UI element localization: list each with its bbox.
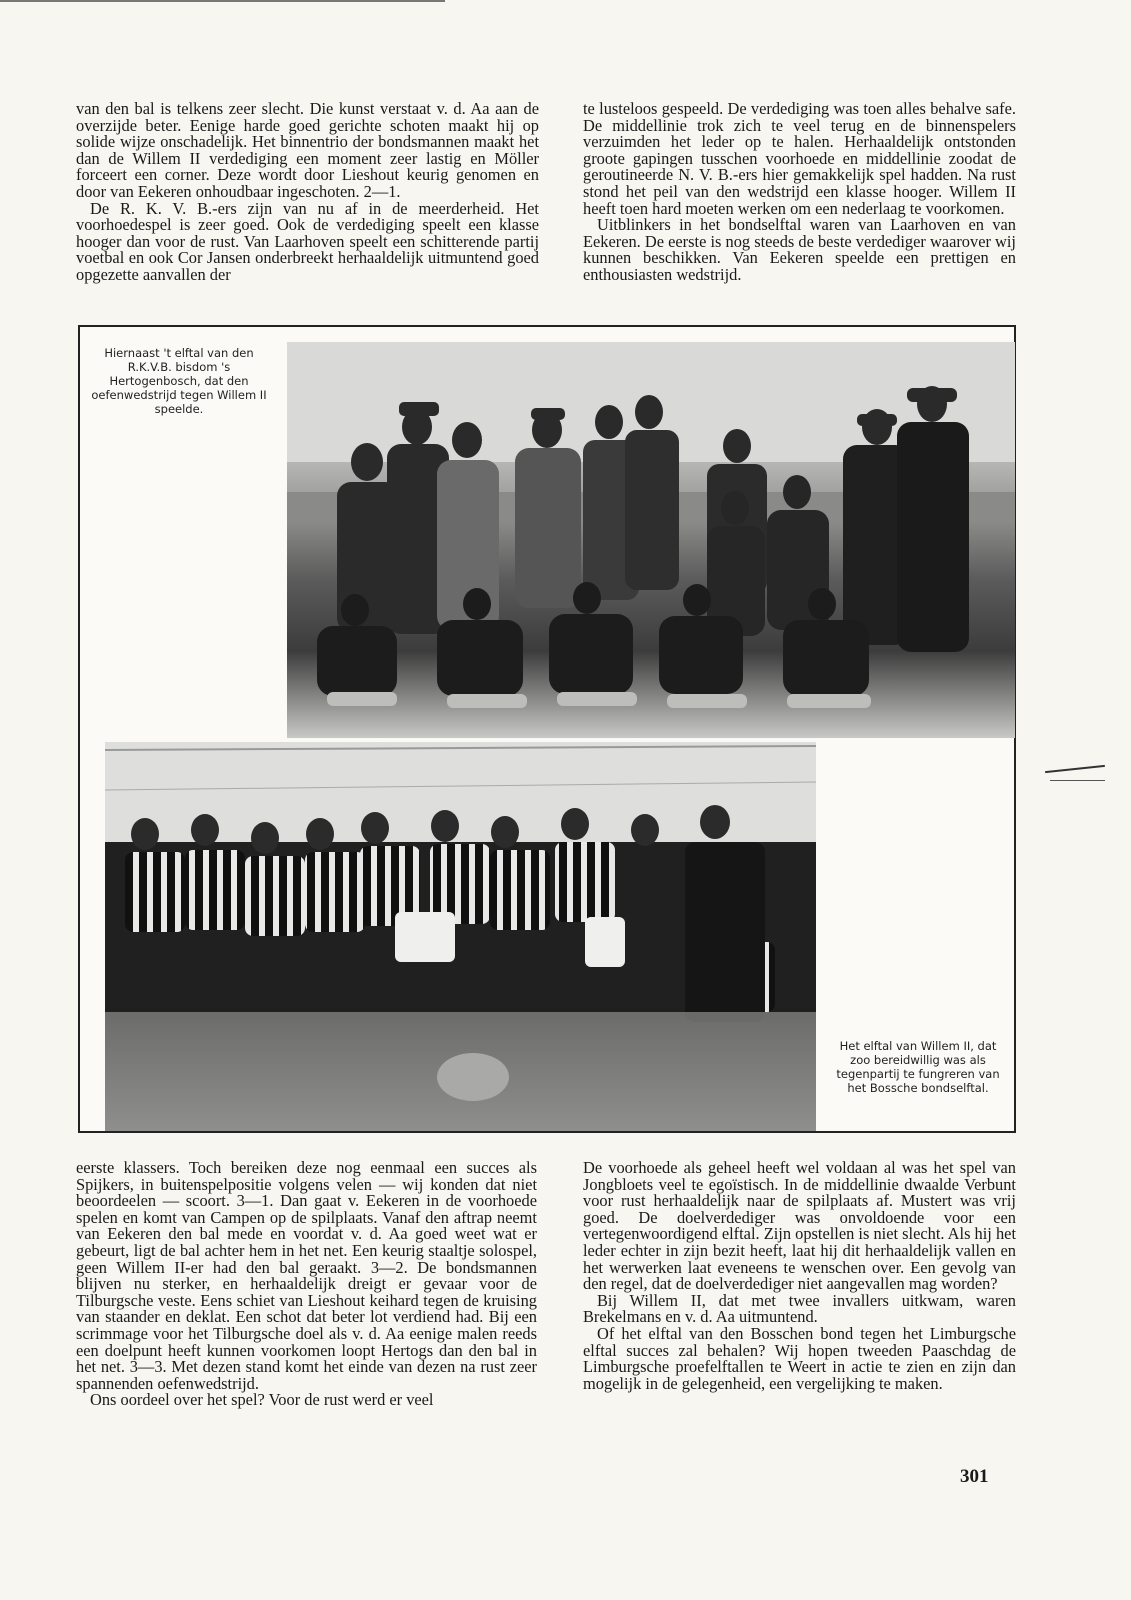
margin-mark: [1045, 765, 1105, 773]
paragraph: De voorhoede als geheel heeft wel voldaan al was het spel van Jongbloets veel te egoïstisch. In de middellinie dwaalde Verbunt voor rust herhaaldelijk naar de spilplaats af. Mustert was vrij goed. De doelverdediger was onvoldoende voor een vertegenwoordigend elftal. Zijn opstellen is niet slecht. Als hij het leder echter in zijn bezit heeft, laat hij dit herhaaldelijk vallen en het werwerken laat eveneens te wenschen over. Een gevolg van den regel, dat de doelverdediger niet aangevallen mag worden?: [583, 1158, 1016, 1294]
team-photo-rkvb: [287, 342, 1015, 738]
caption-bottom: Het elftal van Willem II, dat zoo bereidwillig was als tegenpartij te fungreren van het Bossche bondselftal.: [836, 1039, 1000, 1095]
team-photo-rkvb-figures: [287, 342, 1015, 738]
team-photo-willem-ii: [105, 742, 816, 1131]
paragraph: Uitblinkers in het bondselftal waren van Laarhoven en van Eekeren. De eerste is nog steeds de beste verdediger waarover wij kunnen beschikken. Van Eekeren speelde een prettigen en enthousiasten wedstrijd.: [583, 215, 1016, 284]
paragraph: van den bal is telkens zeer slecht. Die kunst verstaat v. d. Aa aan de overzijde beter. Eenige harde goed gerichte schoten maakt hij op solide wijze onschadelijk. Het binnentrio der bondsmannen maakt het dan de Willem II verdediging een moment zeer lastig en Möller forceert een corner. Deze wordt door Lieshout keurig genomen en door van Eekeren onhoudbaar ingeschoten. 2—1.: [76, 99, 539, 201]
caption-top: Hiernaast 't elftal van den R.K.V.B. bisdom 's Hertogenbosch, dat den oefenwedstrijd tegen Willem II speelde.: [91, 346, 267, 416]
column-bottom-right: [583, 1160, 1016, 1392]
margin-mark: [1050, 780, 1105, 781]
paragraph: Bij Willem II, dat met twee invallers uitkwam, waren Brekelmans en v. d. Aa uitmuntend.: [583, 1290, 1016, 1327]
column-bottom-left: [76, 1160, 537, 1409]
paragraph: Of het elftal van den Bosschen bond tegen het Limburgsche elftal succes zal behalen? Wij hopen tweeden Paaschdag de Limburgsche proefelftallen te Weert in actie te zien en zijn dan mogelijk in de gelegenheid, een vergelijking te maken.: [583, 1323, 1016, 1393]
column-top-left: [76, 101, 539, 284]
page-number: 301: [960, 1466, 989, 1487]
top-rule: [0, 0, 445, 2]
paragraph: eerste klassers. Toch bereiken deze nog eenmaal een succes als Spijkers, in buitenspelpositie volgens velen — wij konden dat niet beoordeelen — scoort. 3—1. Dan gaat v. Eekeren in de voorhoede spelen en komt van Campen op de spilplaats. Vanaf den aftrap neemt van Eekeren den bal mede en voordat v. d. Aa goed weet wat er gebeurt, ligt de bal achter hem in het net. Een keurig staaltje solospel, geen Willem II-er had den bal geraakt. 3—2. De bondsmannen blijven nu sterker, en herhaaldelijk dreigt er gevaar voor de Tilburgsche veste. Eens schiet van Lieshout keihard tegen de kruising van staander en deklat. Een schot dat beter lot verdiend had. Bij een scrimmage voor het Tilburgsche doel als v. d. Aa eenige malen reeds een doelpunt heeft kunnen voorkomen loopt Hertogs dan den bal in het net. 3—3. Met dezen stand komt het einde van dezen na rust zeer spannenden oefenwedstrijd.: [76, 1158, 537, 1393]
paragraph: Ons oordeel over het spel? Voor de rust werd er veel: [90, 1390, 434, 1410]
team-photo-willem-ii-figures: [105, 742, 816, 1131]
column-top-right: [583, 101, 1016, 284]
paragraph: De R. K. V. B.-ers zijn van nu af in de meerderheid. Het voorhoedespel is zeer goed. Ook de verdediging speelt een klasse hooger dan voor de rust. Van Laarhoven speelt een schitterende partij voetbal en ook Cor Jansen onderbreekt herhaaldelijk uitmuntend goed opgezette aanvallen der: [76, 198, 539, 284]
paragraph: te lusteloos gespeeld. De verdediging was toen alles behalve safe. De middellinie trok zich te veel terug en de binnenspelers verzuimden het leder op te halen. Herhaaldelijk ontstonden groote gapingen tusschen voorhoede en middellinie zoodat de geroutineerde N. V. B.-ers hier gemakkelijk spel hadden. Na rust stond het peil van den wedstrijd een klasse hooger. Willem II heeft toen hard moeten werken om een nederlaag te voorkomen.: [583, 99, 1016, 218]
